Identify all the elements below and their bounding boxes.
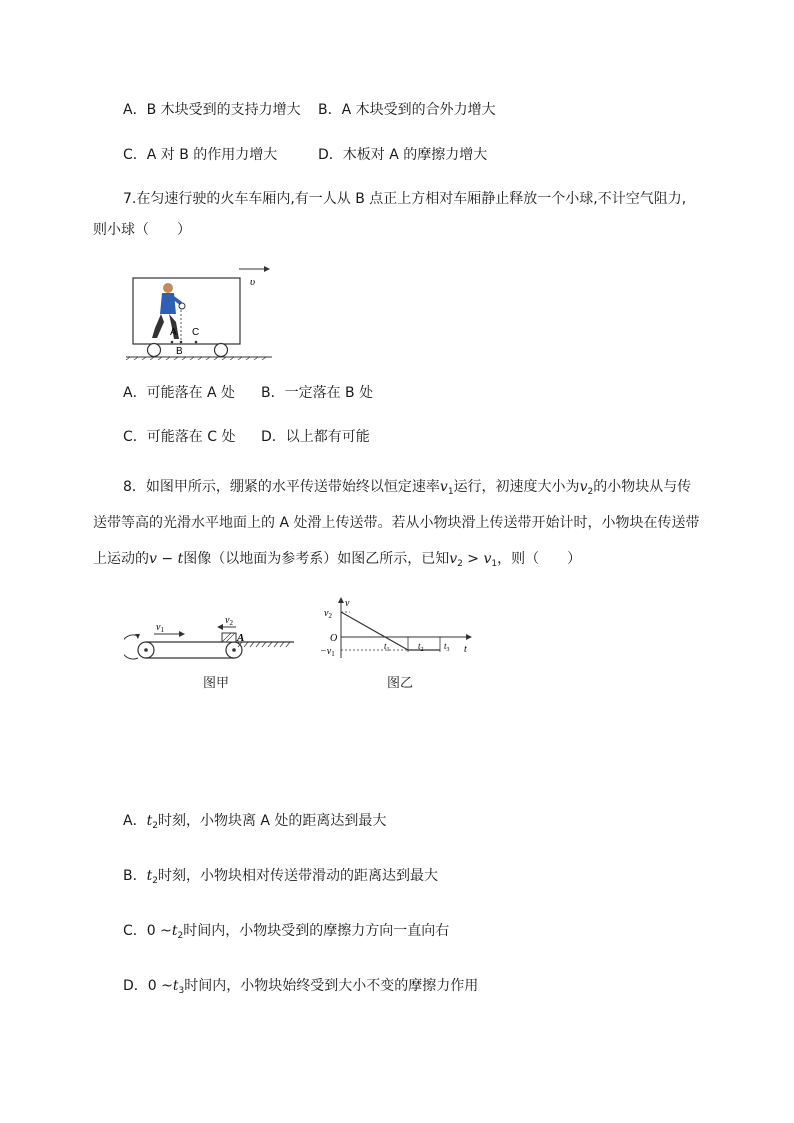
q7-train-figure bbox=[124, 262, 274, 360]
q8-yi-label-t1: t bbox=[384, 641, 387, 651]
q7-option-a: A．可能落在 A 处 bbox=[123, 385, 236, 401]
svg-text:−v1: $-v_1$ bbox=[320, 646, 335, 658]
q8-option-a: A．$t_2$时刻，小物块离 A 处的距离达到最大 bbox=[123, 813, 387, 831]
q7-label-v: υ bbox=[250, 276, 256, 288]
q8-jia-caption: 图甲 bbox=[203, 676, 230, 691]
svg-text:t1: $t_1$ bbox=[384, 641, 390, 653]
q8-vt-graph bbox=[318, 596, 478, 662]
svg-text:v1: $v_1$ bbox=[156, 622, 164, 634]
q8-conveyor-figure bbox=[124, 614, 296, 666]
q6-option-a: A．B 木块受到的支持力增大 bbox=[123, 102, 301, 118]
q7-label-a: A bbox=[170, 327, 177, 338]
q8-stem-line2: 送带等高的光滑水平地面上的 A 处滑上传送带。若从小物块滑上传送带开始计时，小物块在传送带 bbox=[93, 515, 700, 531]
q8-stem-line3: 上运动的v − t图像（以地面为参考系）如图乙所示，已知$v_2 > v_1$，则（ ） bbox=[93, 551, 582, 569]
q8-stem-line1: 8．如图甲所示，绷紧的水平传送带始终以恒定速率$v_1$运行，初速度大小为$v_2$的小物块从与传 bbox=[123, 479, 692, 497]
q7-stem-line2: 则小球（ ） bbox=[93, 222, 191, 238]
q8-option-c: C．0 $\sim t_2$时间内，小物块受到的摩擦力方向一直向右 bbox=[123, 923, 450, 941]
svg-text:t2: $t_2$ bbox=[418, 641, 424, 653]
q8-yi-label-v: v bbox=[345, 598, 350, 609]
q8-yi-label-neg-v1: −v bbox=[320, 646, 332, 657]
q7-label-c: C bbox=[192, 327, 200, 338]
q8-yi-label-t: t bbox=[464, 644, 467, 655]
q6-option-b: B．A 木块受到的合外力增大 bbox=[318, 102, 496, 118]
q7-option-c: C．可能落在 C 处 bbox=[123, 429, 236, 445]
q8-yi-label-v2: v bbox=[324, 608, 329, 619]
q8-jia-label-v2: v bbox=[225, 615, 230, 626]
svg-text:v2: $v_2$ bbox=[324, 608, 332, 620]
svg-text:v2: $v_2$ bbox=[225, 615, 233, 627]
q6-option-c: C．A 对 B 的作用力增大 bbox=[123, 147, 278, 163]
q8-jia-label-v1: v bbox=[156, 622, 161, 633]
q8-option-d: D．0 $\sim t_3$时间内，小物块始终受到大小不变的摩擦力作用 bbox=[123, 978, 479, 996]
svg-text:t3: $t_3$ bbox=[444, 641, 450, 653]
q8-yi-label-t2: t bbox=[418, 641, 421, 651]
q7-option-b: B．一定落在 B 处 bbox=[261, 385, 374, 401]
q8-yi-label-o: O bbox=[330, 633, 338, 644]
q8-option-b: B．$t_2$时刻，小物块相对传送带滑动的距离达到最大 bbox=[123, 868, 438, 886]
q8-yi-caption: 图乙 bbox=[387, 676, 414, 691]
q8-jia-label-a: A bbox=[237, 632, 245, 644]
q6-option-d: D．木板对 A 的摩擦力增大 bbox=[318, 147, 488, 163]
q8-yi-label-t3: t bbox=[444, 641, 447, 651]
q7-option-d: D．以上都有可能 bbox=[261, 429, 370, 445]
q7-label-b: B bbox=[176, 346, 183, 357]
q7-stem-line1: 7.在匀速行驶的火车车厢内,有一人从 B 点正上方相对车厢静止释放一个小球,不计空气阻力, bbox=[123, 191, 687, 207]
